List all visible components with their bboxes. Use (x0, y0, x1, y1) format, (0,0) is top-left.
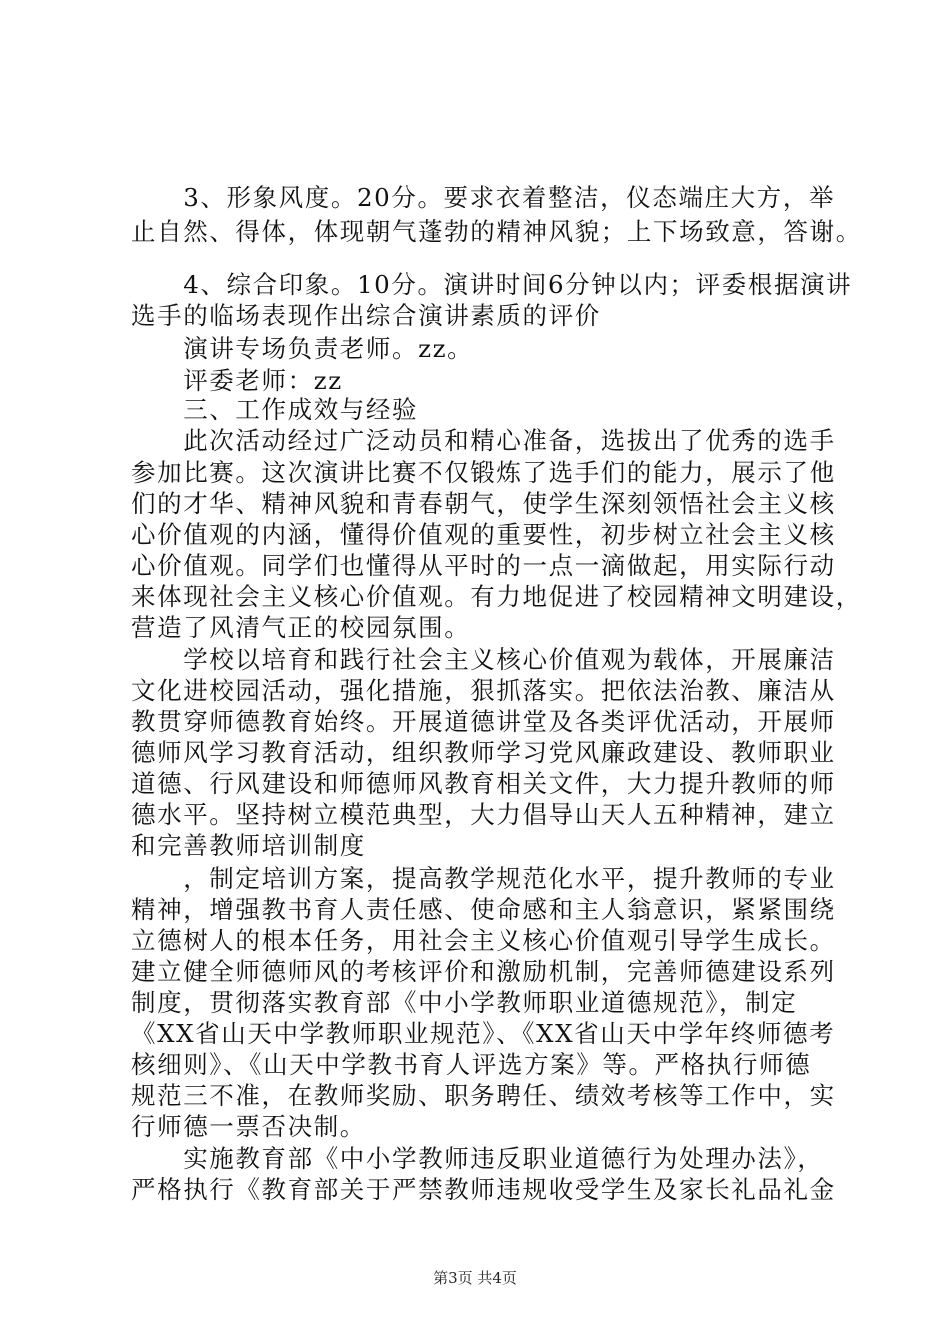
text-line: 和完善教师培训制度 (131, 831, 366, 860)
text-line: 规范三不准，在教师奖励、职务聘任、绩效考核等工作中，实 (131, 1081, 836, 1110)
text-line: 精神，增强教书育人责任感、使命感和主人翁意识，紧紧围绕 (131, 895, 836, 924)
text-line: 评委老师：zz (131, 366, 343, 395)
section-heading: 三、工作成效与经验 (131, 395, 419, 424)
text-line: 道德、行风建设和师德师风教育相关文件，大力提升教师的师 (131, 769, 836, 798)
text-line: ，制定培训方案，提高教学规范化水平，提升教师的专业 (131, 864, 836, 893)
text-line: 4、综合印象。10分。演讲时间6分钟以内；评委根据演讲 (131, 270, 853, 299)
text-line: 心价值观。同学们也懂得从平时的一点一滴做起，用实际行动 (131, 551, 836, 580)
text-line: 们的才华、精神风貌和青春朝气，使学生深刻领悟社会主义核 (131, 489, 836, 518)
text-line: 制度，贯彻落实教育部《中小学教师职业道德规范》，制定 (131, 988, 798, 1017)
text-line: 建立健全师德师风的考核评价和激励机制，完善师德建设系列 (131, 957, 836, 986)
text-line: 止自然、得体，体现朝气蓬勃的精神风貌；上下场致意，答谢。 (131, 217, 862, 246)
text-line: 来体现社会主义核心价值观。有力地促进了校园精神文明建设， (131, 582, 862, 611)
text-line: 演讲专场负责老师。zz。 (131, 334, 474, 363)
text-line: 严格执行《教育部关于严禁教师违规收受学生及家长礼品礼金 (131, 1175, 836, 1204)
text-line: 教贯穿师德教育始终。开展道德讲堂及各类评优活动，开展师 (131, 707, 836, 736)
text-line: 德师风学习教育活动，组织教师学习党风廉政建设、教师职业 (131, 738, 836, 767)
text-line: 营造了风清气正的校园氛围。 (131, 613, 471, 642)
text-line: 实施教育部《中小学教师违反职业道德行为处理办法》， (131, 1144, 824, 1173)
text-line: 选手的临场表现作出综合演讲素质的评价 (131, 301, 601, 330)
text-line: 文化进校园活动，强化措施，狠抓落实。把依法治教、廉洁从 (131, 676, 836, 705)
text-line: 心价值观的内涵，懂得价值观的重要性，初步树立社会主义核 (131, 520, 836, 549)
text-line: 德水平。坚持树立模范典型，大力倡导山天人五种精神，建立 (131, 800, 836, 829)
text-line: 此次活动经过广泛动员和精心准备，选拔出了优秀的选手 (131, 426, 836, 455)
text-line: 立德树人的根本任务，用社会主义核心价值观引导学生成长。 (131, 926, 836, 955)
text-line: 学校以培育和践行社会主义核心价值观为载体，开展廉洁 (131, 645, 836, 674)
text-line: 《XX省山天中学教师职业规范》、《XX省山天中学年终师德考 (131, 1019, 836, 1048)
text-line: 3、形象风度。20分。要求衣着整洁，仪态端庄大方，举 (131, 183, 836, 212)
text-line: 行师德一票否决制。 (131, 1112, 366, 1141)
text-line: 参加比赛。这次演讲比赛不仅锻炼了选手们的能力，展示了他 (131, 458, 836, 487)
text-line: 核细则》、《山天中学教书育人评选方案》等。严格执行师德 (131, 1050, 812, 1079)
page-footer: 第3页 共4页 (433, 1269, 517, 1287)
